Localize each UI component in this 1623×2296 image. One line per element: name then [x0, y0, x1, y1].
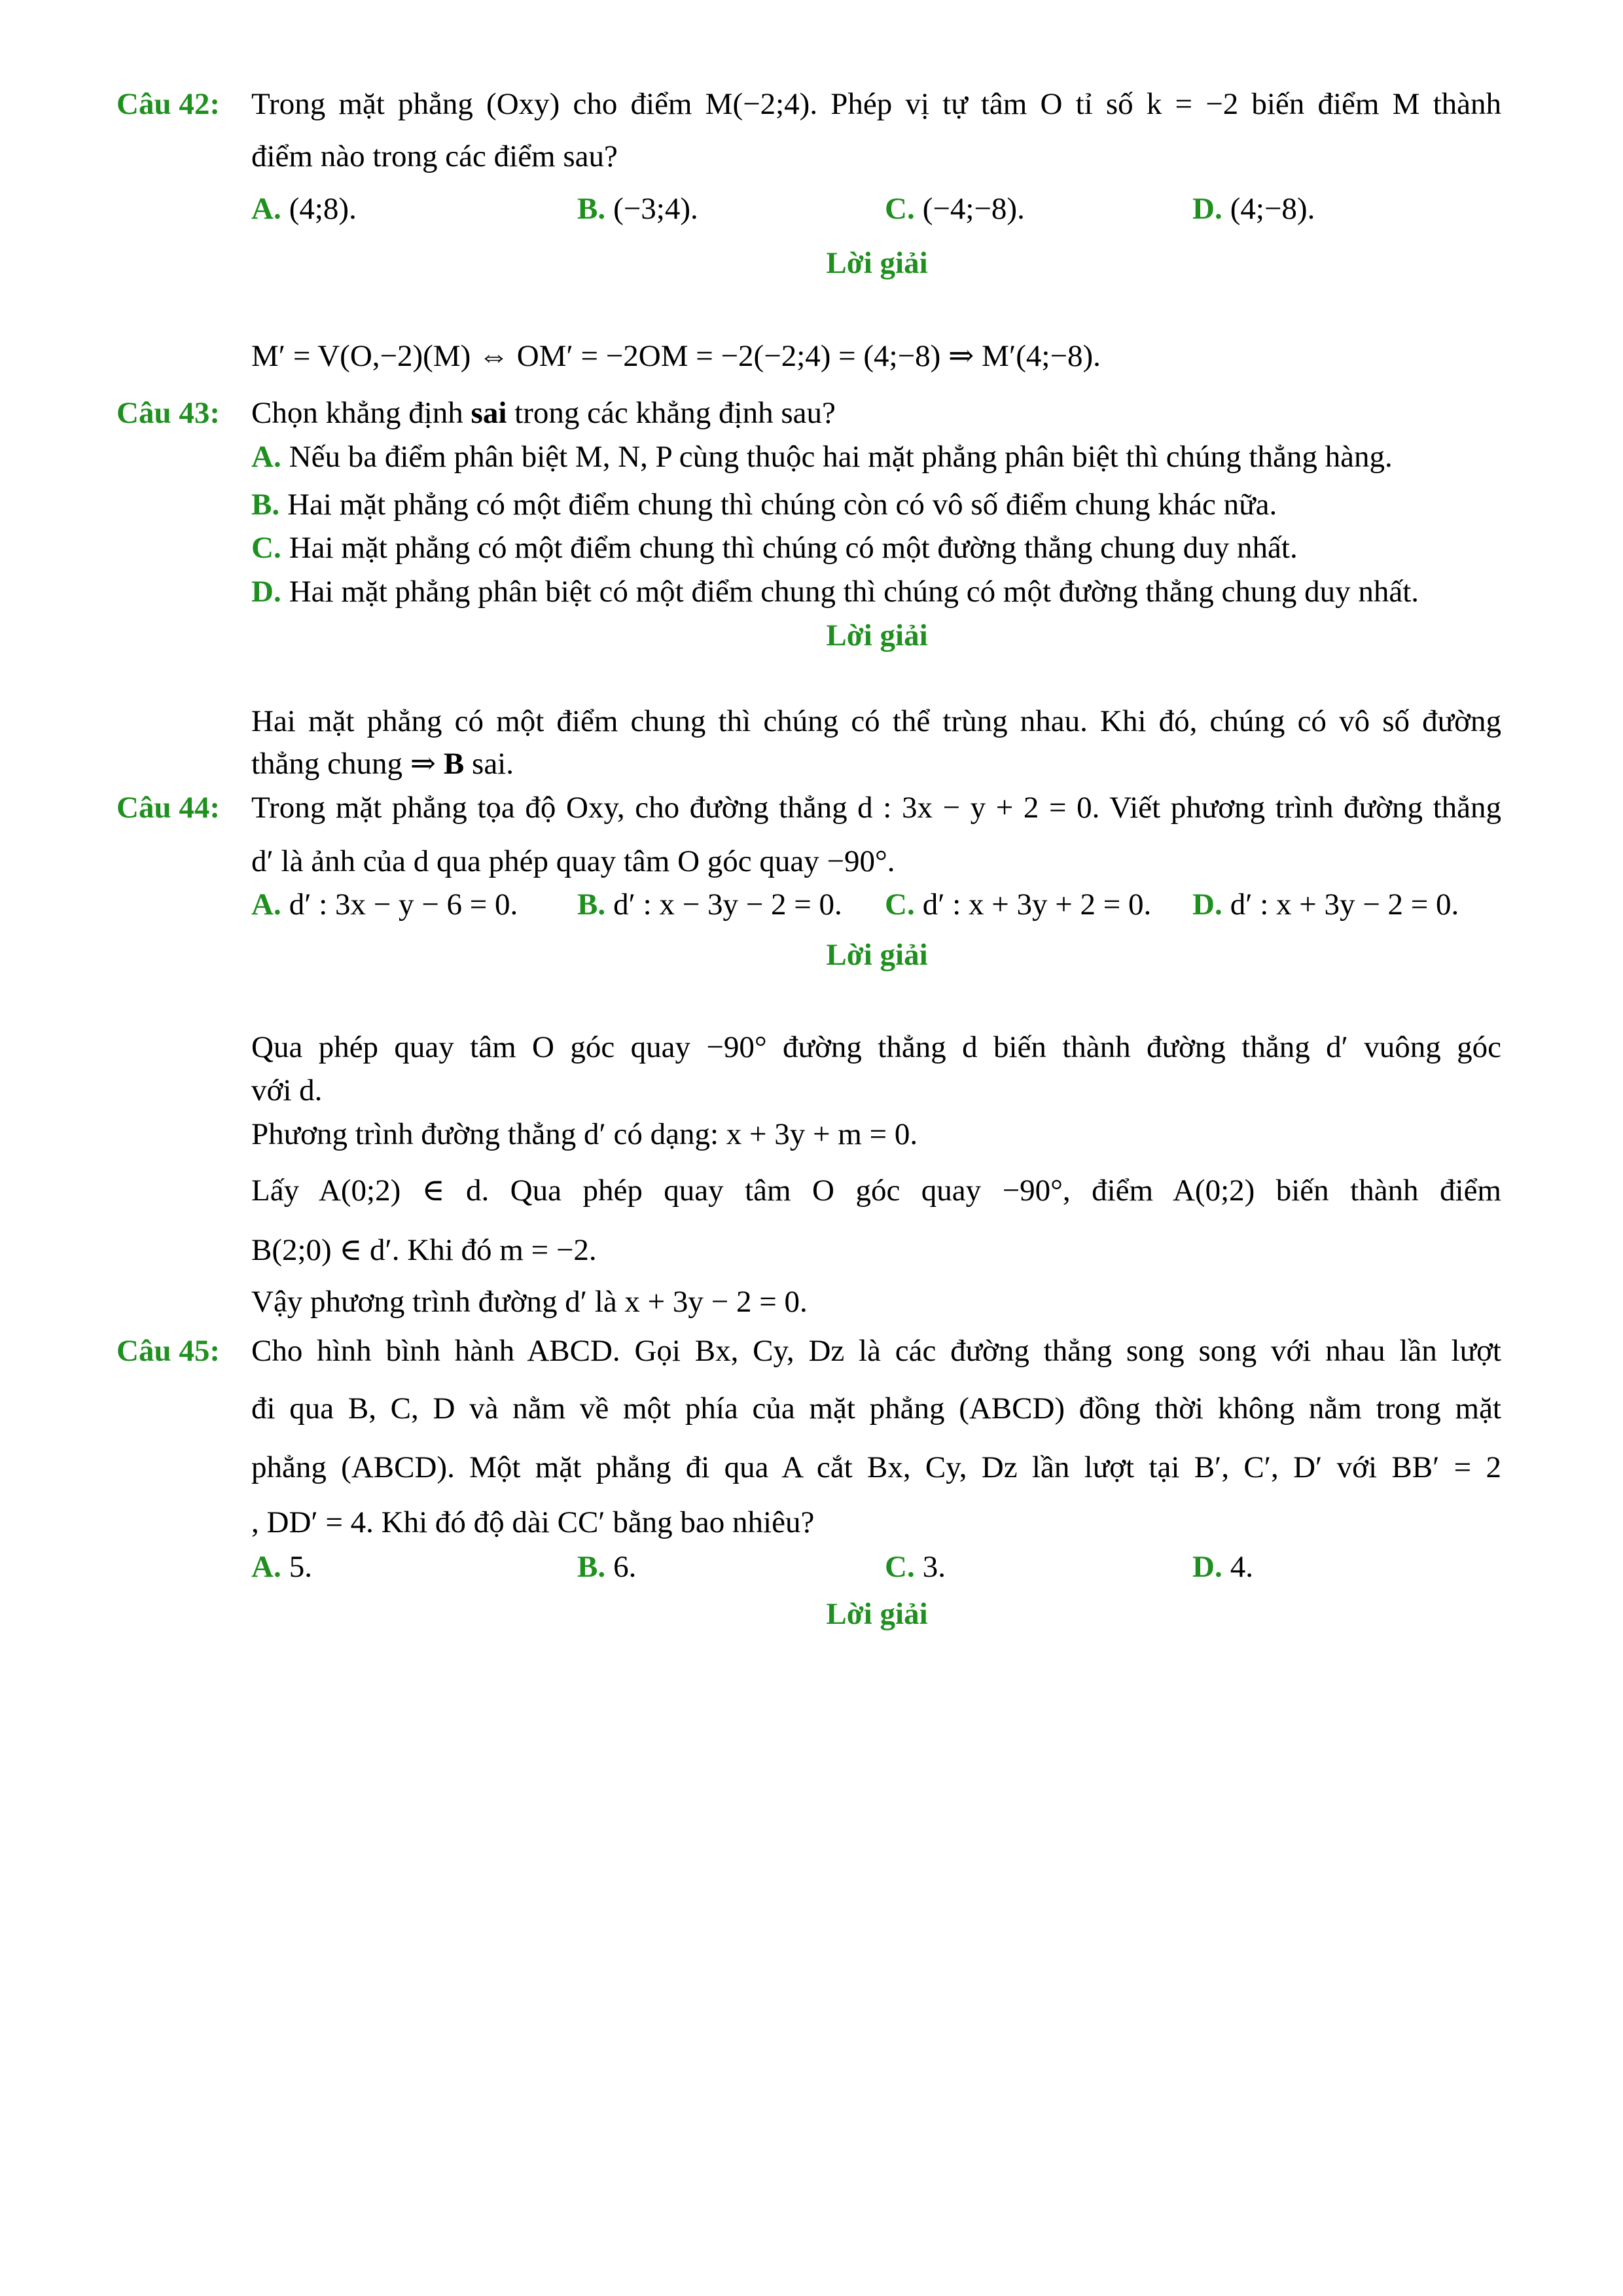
question-label: Câu 44: — [116, 791, 220, 825]
option-a — [251, 882, 518, 927]
option-d — [1192, 187, 1315, 231]
solution-text: M′ = V(O,−2)(M) ⇔ OM′ = −2OM = −2(−2;4) = (4;−8) ⇒ M′(4;−8). — [251, 339, 1101, 373]
option-letter: B. — [577, 1550, 606, 1584]
option-text: d′ : x + 3y + 2 = 0. — [922, 888, 1152, 922]
option-text: d′ : x + 3y − 2 = 0. — [1230, 888, 1459, 922]
solution-text: Hai mặt phẳng có một điểm chung thì chúng có thể trùng nhau. Khi đó, chúng có vô số đường — [251, 704, 1501, 738]
option-letter: C. — [885, 1550, 915, 1584]
option-c — [251, 526, 1298, 570]
solution-text — [251, 742, 514, 786]
option-letter: D. — [251, 575, 281, 609]
option-c — [885, 882, 1151, 927]
stem-text: Chọn khẳng định — [251, 396, 471, 430]
option-b — [577, 187, 698, 231]
solution-heading: Lời giải — [826, 1597, 928, 1631]
question-stem — [251, 391, 836, 435]
solution-heading: Lời giải — [826, 619, 928, 653]
option-text: Nếu ba điểm phân biệt M, N, P cùng thuộc hai mặt phẳng phân biệt thì chúng thẳng hàng. — [289, 440, 1393, 474]
option-text: 3. — [922, 1550, 946, 1584]
option-b — [251, 482, 1277, 527]
solution-text: Vậy phương trình đường d′ là x + 3y − 2 = 0. — [251, 1285, 808, 1319]
solution-text: Phương trình đường thẳng d′ có dạng: x + 3y + m = 0. — [251, 1117, 918, 1151]
option-letter: B. — [577, 192, 606, 226]
option-text: d′ : x − 3y − 2 = 0. — [613, 888, 842, 922]
question-stem: Trong mặt phẳng (Oxy) cho điểm M(−2;4). Phép vị tự tâm O tỉ số k = −2 biến điểm M thành — [251, 87, 1501, 121]
question-stem: đi qua B, C, D và nằm về một phía của mặt phẳng (ABCD) đồng thời không nằm trong mặt — [251, 1391, 1501, 1426]
option-text: Hai mặt phẳng phân biệt có một điểm chung thì chúng có một đường thẳng chung duy nhất. — [289, 575, 1419, 609]
stem-emphasis: sai — [471, 396, 507, 430]
question-label: Câu 43: — [116, 396, 220, 430]
solution-answer: B — [443, 747, 465, 781]
question-stem: , DD′ = 4. Khi đó độ dài CC′ bằng bao nhiêu? — [251, 1505, 815, 1539]
solution-text: Lấy A(0;2) ∈ d. Qua phép quay tâm O góc quay −90°, điểm A(0;2) biến thành điểm — [251, 1174, 1501, 1208]
option-text: (−3;4). — [613, 192, 698, 226]
solution-text: Qua phép quay tâm O góc quay −90° đường thẳng d biến thành đường thẳng d′ vuông góc — [251, 1030, 1501, 1064]
option-letter: C. — [251, 531, 281, 565]
option-d — [1192, 1545, 1253, 1589]
question-stem: phẳng (ABCD). Một mặt phẳng đi qua A cắt Bx, Cy, Dz lần lượt tại B′, C′, D′ với BB′ = 2 — [251, 1450, 1501, 1484]
option-text: 5. — [289, 1550, 312, 1584]
option-letter: A. — [251, 440, 281, 474]
question-stem: Trong mặt phẳng tọa độ Oxy, cho đường thẳng d : 3x − y + 2 = 0. Viết phương trình đường thẳng — [251, 791, 1501, 825]
option-b — [577, 882, 842, 927]
option-letter: D. — [1192, 1550, 1222, 1584]
option-letter: A. — [251, 888, 281, 922]
option-letter: C. — [885, 888, 915, 922]
option-text: (4;8). — [289, 192, 357, 226]
option-a — [251, 187, 357, 231]
question-stem: Cho hình bình hành ABCD. Gọi Bx, Cy, Dz là các đường thẳng song song với nhau lần lượt — [251, 1334, 1501, 1368]
option-text: 6. — [613, 1550, 637, 1584]
option-c — [885, 1545, 946, 1589]
solution-heading: Lời giải — [826, 246, 928, 280]
option-letter: B. — [251, 488, 280, 522]
option-c — [885, 187, 1025, 231]
option-b — [577, 1545, 636, 1589]
option-text: (4;−8). — [1230, 192, 1315, 226]
option-letter: B. — [577, 888, 606, 922]
option-letter: D. — [1192, 192, 1222, 226]
option-text: Hai mặt phẳng có một điểm chung thì chúng có một đường thẳng chung duy nhất. — [289, 531, 1298, 565]
solution-text: với d. — [251, 1073, 323, 1107]
option-d — [251, 569, 1419, 614]
option-letter: A. — [251, 192, 281, 226]
solution-text-part: thẳng chung ⇒ — [251, 747, 444, 781]
option-text: Hai mặt phẳng có một điểm chung thì chúng còn có vô số điểm chung khác nữa. — [287, 488, 1277, 522]
solution-heading: Lời giải — [826, 938, 928, 972]
question-stem: điểm nào trong các điểm sau? — [251, 139, 618, 173]
option-d — [1192, 882, 1459, 927]
option-letter: D. — [1192, 888, 1222, 922]
option-text: (−4;−8). — [922, 192, 1025, 226]
option-text: 4. — [1230, 1550, 1253, 1584]
option-a — [251, 435, 1393, 479]
question-label: Câu 45: — [116, 1334, 220, 1368]
stem-text: trong các khẳng định sau? — [507, 396, 836, 430]
question-label: Câu 42: — [116, 87, 220, 121]
option-letter: C. — [885, 192, 915, 226]
option-text: d′ : 3x − y − 6 = 0. — [289, 888, 518, 922]
solution-text: B(2;0) ∈ d′. Khi đó m = −2. — [251, 1233, 597, 1267]
option-a — [251, 1545, 312, 1589]
question-stem: d′ là ảnh của d qua phép quay tâm O góc quay −90°. — [251, 844, 895, 878]
option-letter: A. — [251, 1550, 281, 1584]
solution-text-part: sai. — [464, 747, 514, 781]
